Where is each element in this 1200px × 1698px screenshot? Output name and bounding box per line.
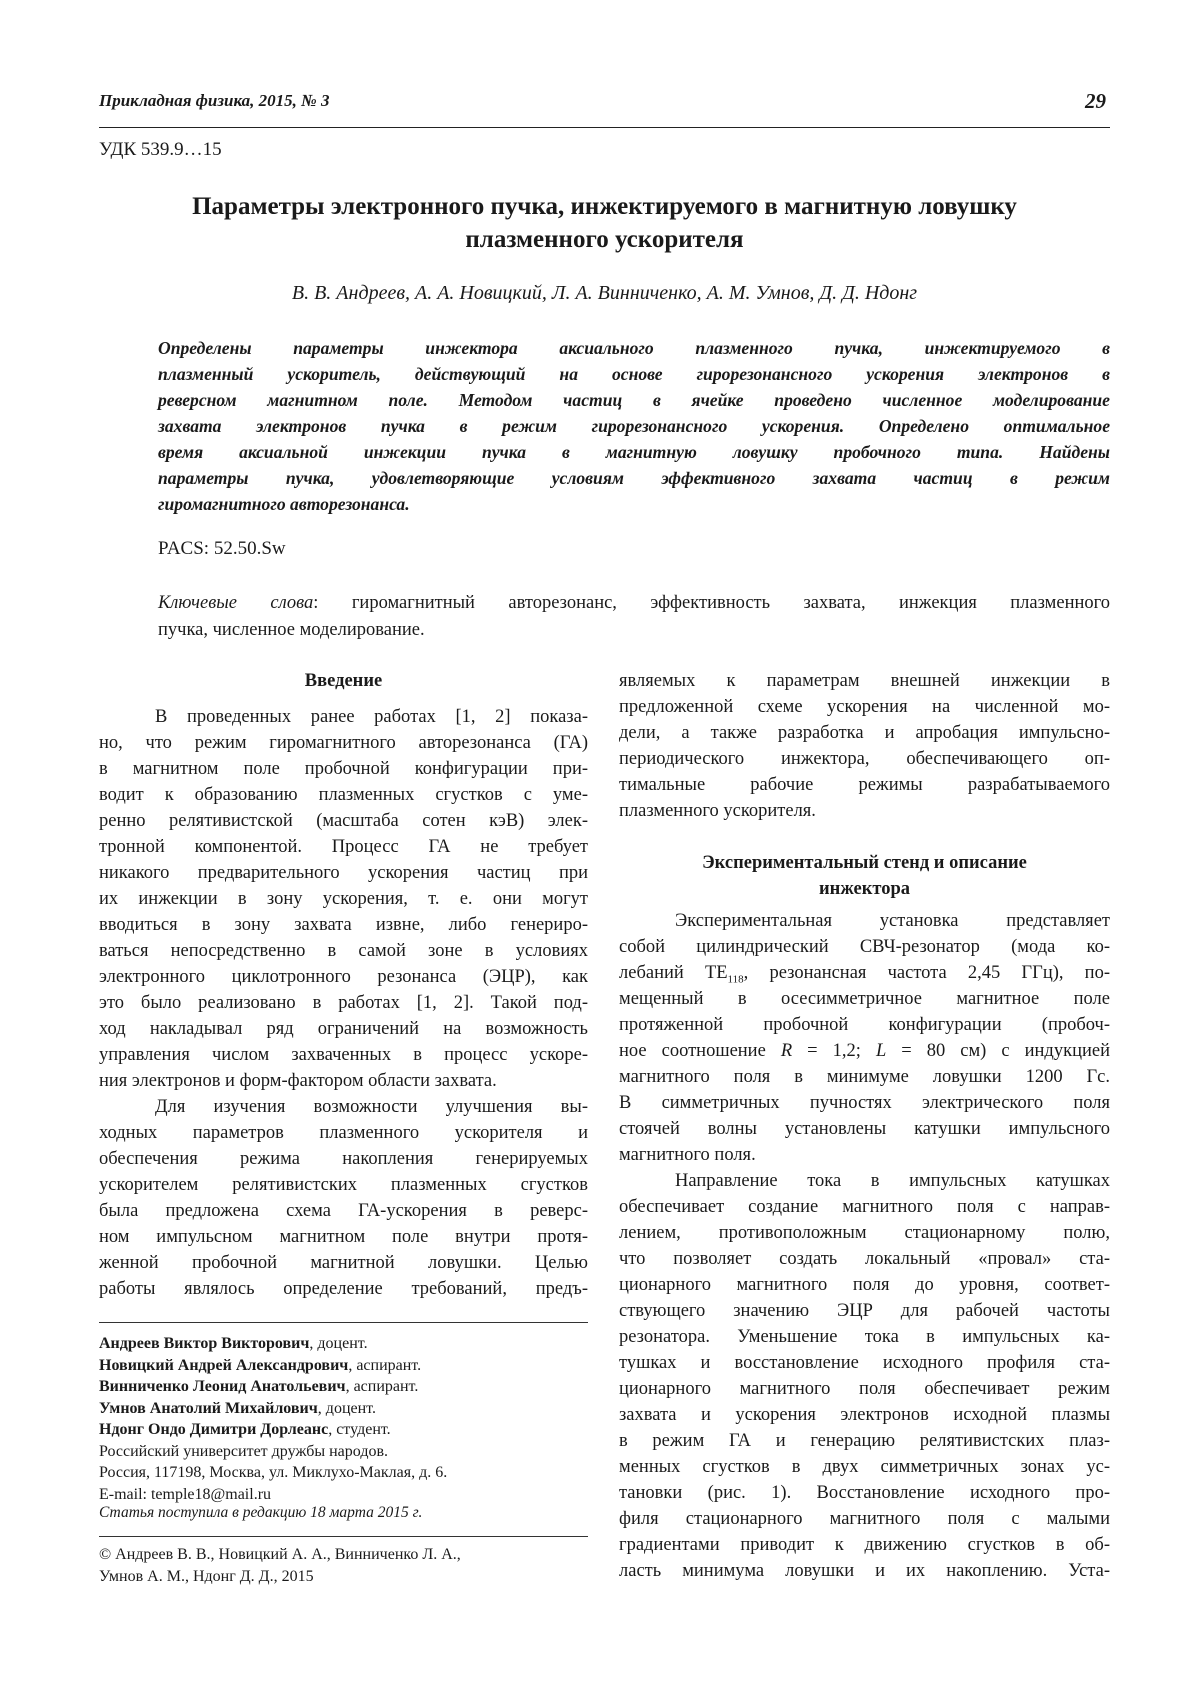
article-title — [99, 190, 1110, 256]
text-line: лением, противоположным стационарному полю, — [619, 1223, 1110, 1243]
current-direction-paragraph — [619, 1168, 1110, 1584]
abstract-line: плазменный ускоритель, действующий на основе гирорезонансного ускорения электронов в — [158, 364, 1110, 384]
abstract-line: время аксиальной инжекции пучка в магнитную ловушку пробочного типа. Найдены — [158, 442, 1110, 462]
author-list: В. В. Андреев, А. А. Новицкий, Л. А. Винниченко, А. М. Умнов, Д. Д. Ндонг — [291, 282, 918, 304]
text-line: обеспечения режима накопления генерируемых — [99, 1149, 588, 1169]
text-line — [619, 1038, 1110, 1064]
text-line: никакого предварительного ускорения частиц при — [99, 863, 588, 883]
text-fragment: , резонансная частота 2,45 ГГц), по- — [743, 963, 1110, 983]
copyright-notice — [99, 1544, 588, 1587]
text-line: являемых к параметрам внешней инжекции в — [619, 671, 1110, 691]
text-line: дели, а также разработка и апробация импульсно- — [619, 723, 1110, 743]
text-line: плазменного ускорителя. — [619, 801, 816, 821]
heading-line: Экспериментальный стенд и описание — [702, 853, 1027, 873]
text-line: ния электронов и форм-фактором области захвата. — [99, 1071, 497, 1091]
text-line: тимальные рабочие режимы разрабатываемого — [619, 775, 1110, 795]
footnote-author — [99, 1355, 588, 1377]
author-footnote — [99, 1333, 588, 1505]
text-line: ционарного магнитного поля обеспечивает режим — [619, 1379, 1110, 1399]
abstract — [158, 335, 1110, 517]
text-line: их инжекции в зону ускорения, т. е. они могут — [99, 889, 588, 909]
text-line: ном импульсном магнитном поле внутри протя- — [99, 1227, 588, 1247]
text-line: электронного циклотронного резонанса (ЭЦР), как — [99, 967, 588, 987]
copyright-line: © Андреев В. В., Новицкий А. А., Винниченко Л. А., — [99, 1546, 461, 1563]
text-line: управления числом захваченных в процесс ускоре- — [99, 1045, 588, 1065]
text-fragment: = 80 см) с индукцией — [886, 1041, 1110, 1061]
author-name: Ндонг Ондо Димитри Дорлеанс — [99, 1421, 329, 1438]
email: E-mail: temple18@mail.ru — [99, 1485, 272, 1503]
text-fragment: лебаний TE — [619, 963, 728, 983]
text-line: периодического инжектора, обеспечивающего оп- — [619, 749, 1110, 769]
text-line: градиентами приводит к движению сгустков в об- — [619, 1535, 1110, 1555]
author-name: Новицкий Андрей Александрович — [99, 1356, 349, 1374]
text-line: ренно релятивистской (масштаба сотен кэВ) элек- — [99, 811, 588, 831]
abstract-line: захвата электронов пучка в режим гирорезонансного ускорения. Определено оптимальное — [158, 416, 1110, 436]
symbol-L: L — [875, 1041, 887, 1061]
section-heading-introduction: Введение — [304, 671, 383, 691]
keywords-line — [158, 590, 1110, 617]
keywords-line: пучка, численное моделирование. — [158, 620, 425, 640]
text-line: тановки (рис. 1). Восстановление исходного про- — [619, 1483, 1110, 1503]
footnote-author — [99, 1376, 588, 1398]
text-line: в магнитном поле пробочной конфигурации при- — [99, 759, 588, 779]
text-line: вводиться в зону захвата извне, либо генериро- — [99, 915, 588, 935]
author-name: Винниченко Леонид Анатольевич — [99, 1378, 346, 1395]
intro-paragraph-2-continued — [619, 668, 1110, 824]
text-line: ходных параметров плазменного ускорителя и — [99, 1123, 588, 1143]
text-line: мещенный в осесимметричное магнитное поле — [619, 989, 1110, 1009]
text-line: ствующего значению ЭЦР для рабочей частоты — [619, 1301, 1110, 1321]
text-line: работы являлось определение требований, предъ- — [99, 1279, 588, 1299]
right-column — [619, 668, 1110, 1584]
setup-paragraph — [619, 908, 1110, 1168]
text-line: Экспериментальная установка представляет — [675, 911, 1110, 931]
text-line: это было реализовано в работах [1, 2]. Такой под- — [99, 993, 588, 1013]
text-line: менных сгустков в двух симметричных зонах ус- — [619, 1457, 1110, 1477]
text-line: что позволяет создать локальный «провал» ста- — [619, 1249, 1110, 1269]
running-header — [99, 91, 1110, 128]
footnote-divider — [99, 1322, 588, 1323]
intro-paragraph-1 — [99, 704, 588, 1094]
text-line: водит к образованию плазменных сгустков с уме- — [99, 785, 588, 805]
affiliation: Российский университет дружбы народов. — [99, 1442, 389, 1460]
section-heading-experimental — [619, 850, 1110, 902]
text-line: В проведенных ранее работах [1, 2] показа- — [155, 707, 588, 727]
text-line: обеспечивает создание магнитного поля с направ- — [619, 1197, 1110, 1217]
footnote-author — [99, 1419, 588, 1441]
keywords-text: : гиромагнитный авторезонанс, эффективность захвата, инжекция плазменного — [313, 593, 1110, 613]
author-role: , студент. — [328, 1421, 391, 1438]
text-line: протяженной пробочной конфигурации (пробоч- — [619, 1015, 1110, 1035]
author-role: , аспирант. — [348, 1356, 422, 1374]
udk-code: УДК 539.9…15 — [99, 139, 222, 160]
heading-line: инжектора — [819, 879, 910, 899]
title-line: плазменного ускорителя — [465, 226, 744, 253]
text-fragment: ное соотношение — [619, 1041, 781, 1061]
text-line: захвата и ускорения электронов исходной плазмы — [619, 1405, 1110, 1425]
footnote-author — [99, 1398, 588, 1420]
text-line: стоячей волны установлены катушки импульсного — [619, 1119, 1110, 1139]
author-role: , аспирант. — [345, 1378, 419, 1395]
text-line: филя стационарного магнитного поля с малыми — [619, 1509, 1110, 1529]
symbol-R: R — [780, 1041, 793, 1061]
author-name: Андреев Виктор Викторович — [99, 1335, 310, 1352]
copyright-divider — [99, 1536, 588, 1537]
text-line: в режим ГА и генерацию релятивистских плаз- — [619, 1431, 1110, 1451]
abstract-line: параметры пучка, удовлетворяющие условиям эффективного захвата частиц в режим — [158, 468, 1110, 488]
title-line: Параметры электронного пучка, инжектируемого в магнитную ловушку — [192, 193, 1017, 220]
text-line: была предложена схема ГА-ускорения в реверс- — [99, 1201, 588, 1221]
pacs-code: PACS: 52.50.Sw — [158, 538, 286, 559]
text-line: В симметричных пучностях электрического поля — [619, 1093, 1110, 1113]
intro-paragraph-2 — [99, 1094, 588, 1302]
text-line: магнитного поля. — [619, 1145, 756, 1165]
text-line: магнитного поля в минимуме ловушки 1200 Гс. — [619, 1067, 1110, 1087]
text-line: ход накладывал ряд ограничений на возможность — [99, 1019, 588, 1039]
text-line: ваться непосредственно в самой зоне в условиях — [99, 941, 588, 961]
left-column — [99, 668, 588, 1302]
keywords-label: Ключевые слова — [158, 593, 314, 613]
page-number: 29 — [1085, 89, 1106, 113]
text-line: Для изучения возможности улучшения вы- — [155, 1097, 588, 1117]
text-line: предложенной схеме ускорения на численной мо- — [619, 697, 1110, 717]
text-line: Направление тока в импульсных катушках — [675, 1171, 1110, 1191]
text-line: тушках и восстановление исходного профиля ста- — [619, 1353, 1110, 1373]
text-fragment: = 1,2; — [792, 1041, 876, 1061]
text-line: ционарного магнитного поля до уровня, соответ- — [619, 1275, 1110, 1295]
abstract-line: гиромагнитного авторезонанса. — [158, 494, 410, 514]
abstract-line: Определены параметры инжектора аксиального плазменного пучка, инжектируемого в — [158, 338, 1110, 358]
text-line — [619, 960, 1110, 986]
author-role: , доцент. — [309, 1335, 368, 1352]
author-role: , доцент. — [317, 1399, 376, 1417]
text-line: женной пробочной магнитной ловушки. Целью — [99, 1253, 588, 1273]
copyright-line: Умнов А. М., Ндонг Д. Д., 2015 — [99, 1567, 314, 1585]
text-line: но, что режим гиромагнитного авторезонанса (ГА) — [99, 733, 588, 753]
text-line: резонатора. Уменьшение тока в импульсных ка- — [619, 1327, 1110, 1347]
keywords — [158, 590, 1110, 644]
footnote-author — [99, 1333, 588, 1355]
address: Россия, 117198, Москва, ул. Миклухо-Маклая, д. 6. — [99, 1464, 448, 1481]
mode-subscript: 118 — [727, 973, 744, 986]
abstract-line: реверсном магнитном поле. Методом частиц в ячейке проведено численное моделирование — [158, 390, 1110, 410]
text-line: ускорителем релятивистских плазменных сгустков — [99, 1175, 588, 1195]
text-line: тронной компонентой. Процесс ГА не требует — [99, 837, 588, 857]
author-name: Умнов Анатолий Михайлович — [99, 1399, 318, 1417]
journal-citation: Прикладная физика, 2015, № 3 — [99, 91, 330, 110]
text-line: собой цилиндрический СВЧ-резонатор (мода ко- — [619, 937, 1110, 957]
received-date: Статья поступила в редакцию 18 марта 2015 г. — [99, 1504, 423, 1521]
text-line: ласть минимума ловушки и их накоплению. Уста- — [619, 1561, 1110, 1581]
